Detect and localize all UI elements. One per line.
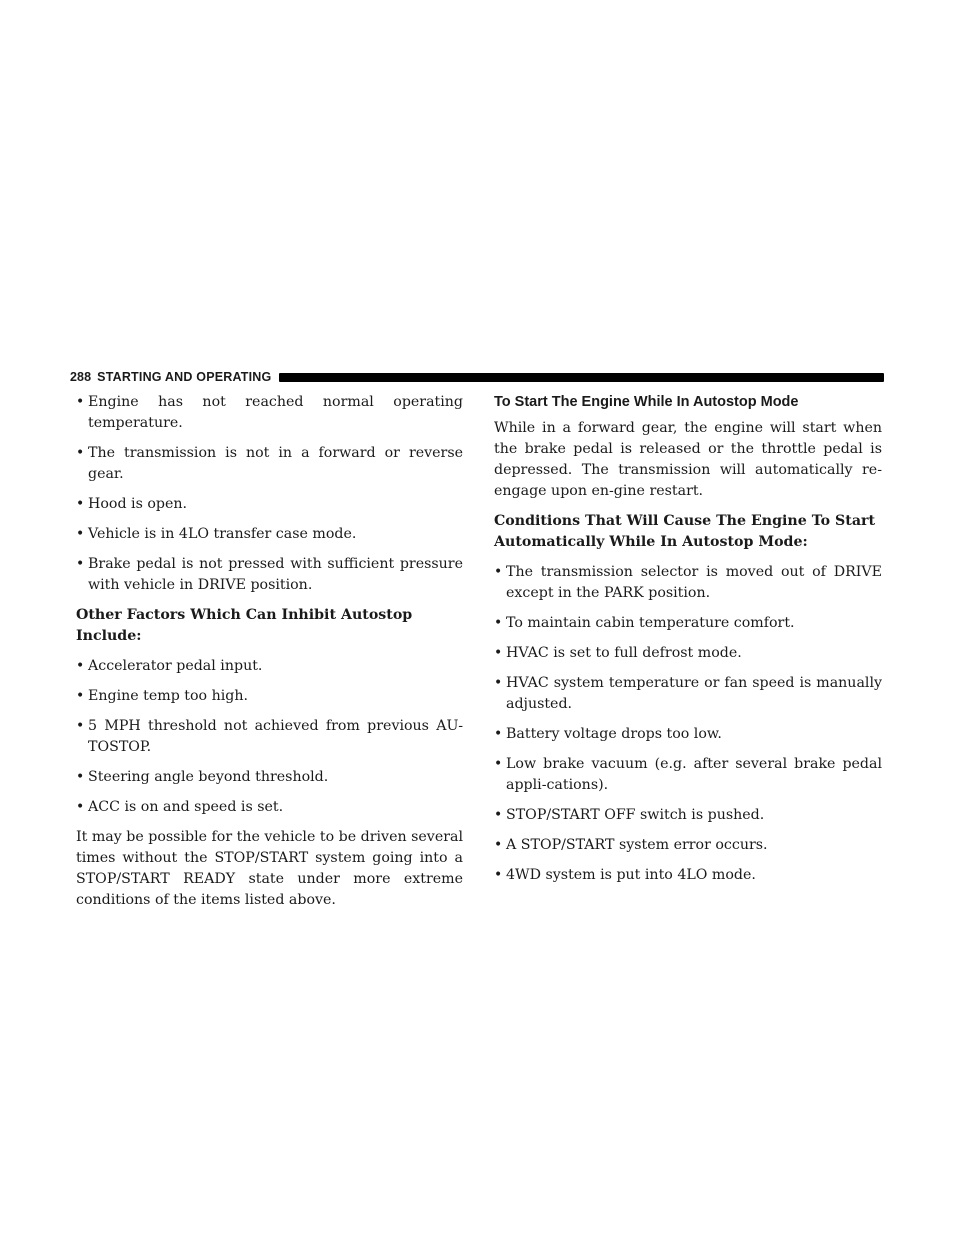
list-item-text: To maintain cabin temperature comfort.	[506, 615, 795, 631]
bullet-icon: •	[76, 556, 85, 572]
list-item	[494, 613, 882, 634]
bullet-icon: •	[76, 799, 85, 815]
list-item-text: Hood is open.	[88, 496, 188, 512]
autostop-section-heading: To Start The Engine While In Autostop Mode	[494, 394, 799, 410]
bullet-icon: •	[494, 645, 503, 661]
list-item	[76, 686, 463, 707]
right-column	[494, 392, 882, 895]
list-item-text: Engine has not reached normal operating temperature.	[88, 394, 463, 431]
bullet-icon: •	[76, 526, 85, 542]
list-item-text: HVAC is set to full defrost mode.	[506, 645, 742, 661]
bullet-icon: •	[76, 688, 85, 704]
bullet-icon: •	[76, 658, 85, 674]
header-rule	[279, 373, 884, 382]
list-item-text: HVAC system temperature or fan speed is manually adjusted.	[506, 675, 882, 712]
list-item	[494, 835, 882, 856]
bullet-icon: •	[494, 675, 503, 691]
list-item-text: STOP/START OFF switch is pushed.	[506, 807, 765, 823]
list-item-text: Battery voltage drops too low.	[506, 726, 722, 742]
bullet-icon: •	[494, 564, 503, 580]
list-item-text: Engine temp too high.	[88, 688, 248, 704]
list-item	[76, 767, 463, 788]
list-item-text: Steering angle beyond threshold.	[88, 769, 329, 785]
bullet-icon: •	[494, 807, 503, 823]
list-item	[76, 554, 463, 596]
list-item-text: Brake pedal is not pressed with sufficient pressure with vehicle in DRIVE position.	[88, 556, 463, 593]
list-item	[76, 797, 463, 818]
list-item-text: 5 MPH threshold not achieved from previous AU-TOSTOP.	[88, 718, 463, 755]
list-item	[76, 494, 463, 515]
bullet-icon: •	[494, 726, 503, 742]
bullet-icon: •	[494, 837, 503, 853]
list-item-text: The transmission selector is moved out of DRIVE except in the PARK position.	[506, 564, 882, 601]
conditions-heading: Conditions That Will Cause The Engine To Start Automatically While In Autostop Mode:	[494, 513, 876, 550]
list-item-text: A STOP/START system error occurs.	[506, 837, 768, 853]
list-item	[76, 443, 463, 485]
list-item-text: 4WD system is put into 4LO mode.	[506, 867, 756, 883]
list-item	[76, 716, 463, 758]
list-item-text: ACC is on and speed is set.	[88, 799, 284, 815]
list-item	[76, 656, 463, 677]
list-item	[494, 562, 882, 604]
list-item	[494, 754, 882, 796]
bullet-icon: •	[76, 769, 85, 785]
bullet-icon: •	[494, 756, 503, 772]
bullet-icon: •	[76, 445, 85, 461]
list-item	[494, 865, 882, 886]
page-header	[70, 369, 884, 385]
list-item-text: Accelerator pedal input.	[88, 658, 263, 674]
other-factors-heading: Other Factors Which Can Inhibit Autostop Include:	[76, 607, 413, 644]
bullet-icon: •	[76, 718, 85, 734]
list-item-text: Low brake vacuum (e.g. after several brake pedal appli-cations).	[506, 756, 882, 793]
list-item-text: Vehicle is in 4LO transfer case mode.	[88, 526, 357, 542]
intro-paragraph: While in a forward gear, the engine will start when the brake pedal is released or the throttle pedal is depressed. The transmission will automatically re-engage upon en-gine restart.	[494, 420, 882, 499]
list-item	[494, 673, 882, 715]
bullet-icon: •	[494, 867, 503, 883]
list-item	[494, 805, 882, 826]
bullet-icon: •	[76, 496, 85, 512]
list-item	[494, 724, 882, 745]
page-number: 288	[70, 370, 92, 384]
bullet-icon: •	[76, 394, 85, 410]
list-item-text: The transmission is not in a forward or reverse gear.	[88, 445, 463, 482]
list-item	[76, 524, 463, 545]
list-item	[76, 392, 463, 434]
bullet-icon: •	[494, 615, 503, 631]
closing-paragraph: It may be possible for the vehicle to be driven several times without the STOP/START system going into a STOP/START READY state under more extreme conditions of the items listed above.	[76, 829, 463, 908]
list-item	[494, 643, 882, 664]
left-column	[76, 392, 463, 920]
section-title: STARTING AND OPERATING	[97, 370, 272, 384]
